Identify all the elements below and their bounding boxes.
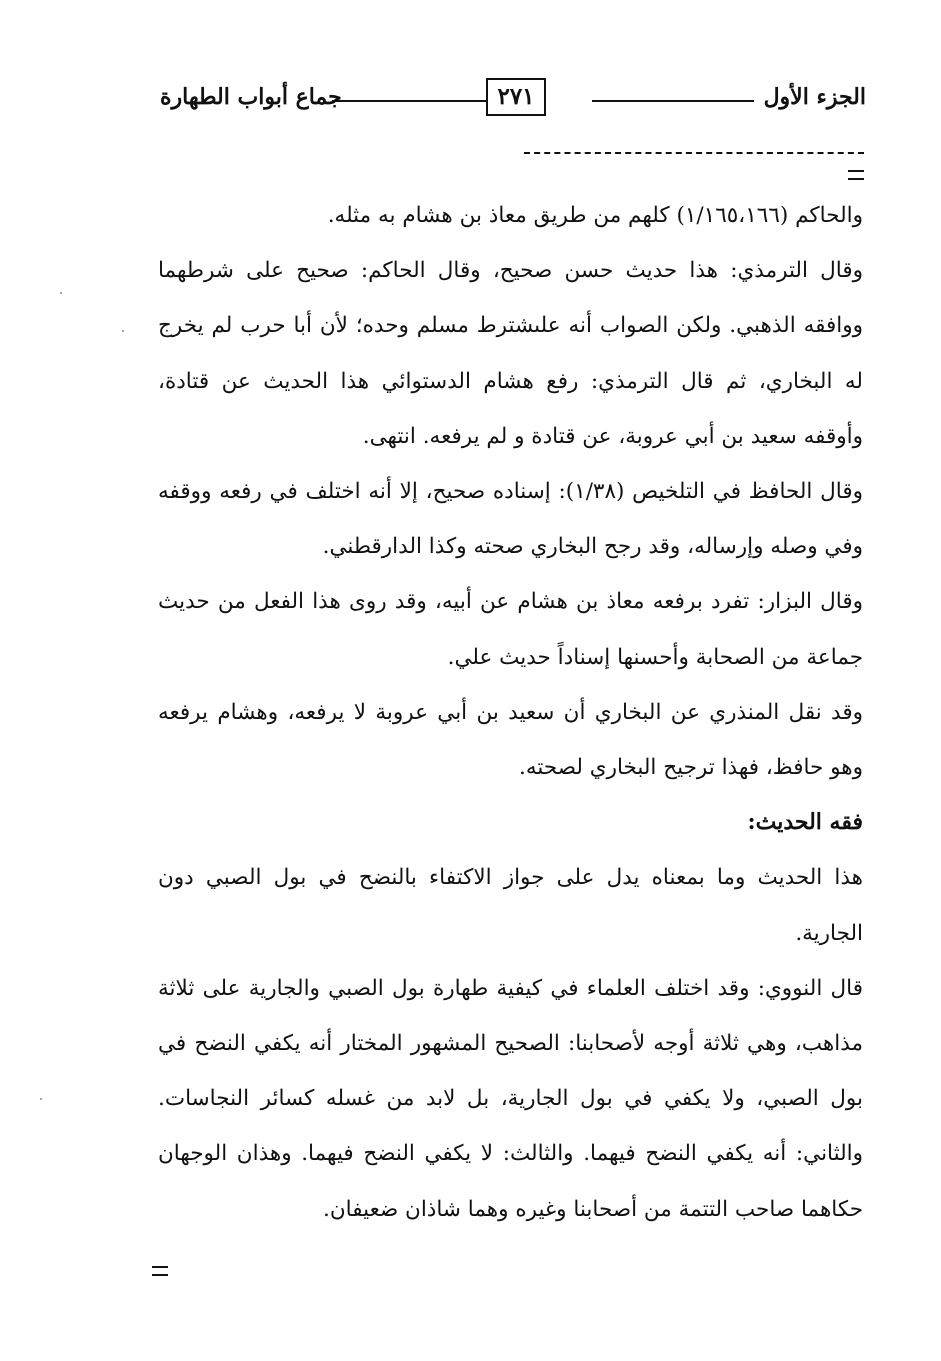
- scan-speck: [40, 1098, 42, 1100]
- page-number: ٢٧١: [486, 78, 546, 116]
- paragraph: والحاكم (١/١٦٥،١٦٦) كلهم من طريق معاذ بن هشام به مثله.: [327, 203, 863, 228]
- paragraph: قال النووي: وقد اختلف العلماء في كيفية طهارة بول الصبي والجارية على ثلاثة مذاهب، وهي ثلاثة أوجه لأصحابنا: الصحيح المشهور المختار أنه يكفي النضح في بول الصبي، ولا يكفي في بول الجارية، بل لابد من غسله كسائر النجاسات. والثاني: أنه يكفي النضح فيهما. والثالث: لا يكفي النضح فيهما. وهذان الوجهان حكاهما صاحب التتمة من أصحابنا وغيره وهما شاذان ضعيفان.: [158, 975, 863, 1222]
- paragraph: وقد نقل المنذري عن البخاري أن سعيد بن أبي عروبة لا يرفعه، وهشام يرفعه وهو حافظ، فهذا ترجيح البخاري لصحته.: [158, 699, 863, 781]
- continuation-mark-top: [848, 170, 864, 180]
- running-header: [160, 78, 866, 122]
- volume-label: الجزء الأول: [763, 84, 866, 110]
- chapter-title: جماع أبواب الطهارة: [160, 84, 342, 110]
- main-text: [158, 188, 863, 1237]
- scan-speck: [122, 330, 124, 332]
- section-heading: فقه الحديث:: [747, 809, 863, 836]
- scan-speck: [60, 292, 62, 294]
- header-rule-left: [332, 100, 486, 102]
- paragraph: وقال البزار: تفرد برفعه معاذ بن هشام عن أبيه، وقد روى هذا الفعل من حديث جماعة من الصحابة وأحسنها إسناداً حديث علي.: [158, 589, 863, 670]
- paragraph: وقال الحافظ في التلخيص (١/٣٨): إسناده صحيح، إلا أنه اختلف في رفعه ووقفه وفي وصله وإرساله، وقد رجح البخاري صحته وكذا الدارقطني.: [158, 479, 863, 560]
- continuation-mark-bottom: [152, 1266, 168, 1276]
- paragraph: هذا الحديث وما بمعناه يدل على جواز الاكتفاء بالنضح في بول الصبي دون الجارية.: [158, 865, 863, 946]
- header-rule-right: [592, 100, 754, 102]
- paragraph: وقال الترمذي: هذا حديث حسن صحيح، وقال الحاكم: صحيح على شرطهما ووافقه الذهبي. ولكن الصواب أنه علىشترط مسلم وحده؛ لأن أبا حرب لم يخرج له البخاري، ثم قال الترمذي: رفع هشام الدستوائي هذا الحديث عن قتادة، وأوقفه سعيد بن أبي عروبة، عن قتادة و لم يرفعه. انتهى.: [158, 258, 863, 449]
- footnote-separator-dashes: [524, 152, 864, 154]
